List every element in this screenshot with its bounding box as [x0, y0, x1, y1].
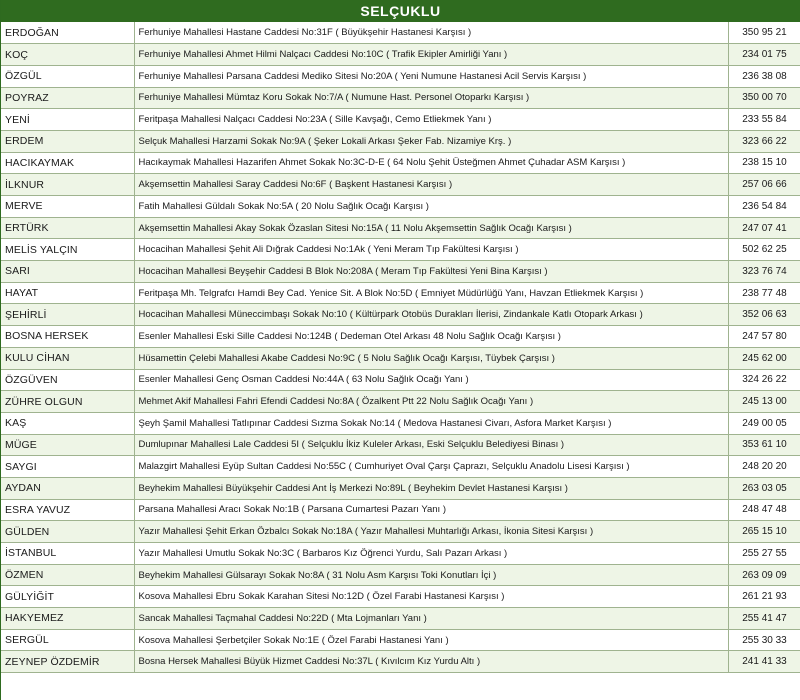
phone-cell: 233 55 84: [728, 109, 800, 131]
table-row: [1, 499, 800, 521]
pharmacy-name-cell: MELİS YALÇIN: [1, 239, 134, 261]
address-cell: Ferhuniye Mahallesi Parsana Caddesi Mediko Sitesi No:20A ( Yeni Numune Hastanesi Acil Servis Karşısı ): [134, 65, 728, 87]
phone-cell: 236 38 08: [728, 65, 800, 87]
pharmacy-name-cell: ÖZGÜL: [1, 65, 134, 87]
table-row: [1, 304, 800, 326]
pharmacy-name-cell: ZÜHRE OLGUN: [1, 391, 134, 413]
table-row: [1, 326, 800, 348]
table-row: [1, 391, 800, 413]
pharmacy-name-cell: SAYGI: [1, 456, 134, 478]
pharmacy-name-cell: SARI: [1, 261, 134, 283]
table-row: [1, 196, 800, 218]
phone-cell: 350 00 70: [728, 87, 800, 109]
table-row: [1, 629, 800, 651]
table-row: [1, 217, 800, 239]
phone-cell: 350 95 21: [728, 22, 800, 44]
address-cell: Beyhekim Mahallesi Gülsarayı Sokak No:8A ( 31 Nolu Asm Karşısı Toki Konutları İçi ): [134, 564, 728, 586]
address-cell: Hocacihan Mahallesi Şehit Ali Dığrak Caddesi No:1Ak ( Yeni Meram Tıp Fakültesi Karşısı ): [134, 239, 728, 261]
phone-cell: 353 61 10: [728, 434, 800, 456]
phone-cell: 249 00 05: [728, 412, 800, 434]
phone-cell: 248 47 48: [728, 499, 800, 521]
address-cell: Selçuk Mahallesi Harzami Sokak No:9A ( Şeker Lokali Arkası Şeker Fab. Nizamiye Krş. ): [134, 130, 728, 152]
address-cell: Bosna Hersek Mahallesi Büyük Hizmet Caddesi No:37L ( Kıvılcım Kız Yurdu Altı ): [134, 651, 728, 673]
address-cell: Beyhekim Mahallesi Büyükşehir Caddesi Ant İş Merkezi No:89L ( Beyhekim Devlet Hastanesi Karşısı ): [134, 477, 728, 499]
address-cell: Ferhuniye Mahallesi Hastane Caddesi No:31F ( Büyükşehir Hastanesi Karşısı ): [134, 22, 728, 44]
address-cell: Kosova Mahallesi Şerbetçiler Sokak No:1E ( Özel Farabi Hastanesi Yanı ): [134, 629, 728, 651]
address-cell: Akşemsettin Mahallesi Akay Sokak Özaslan Sitesi No:15A ( 11 Nolu Akşemsettin Sağlık Ocağı Karşısı ): [134, 217, 728, 239]
table-row: [1, 347, 800, 369]
district-title: SELÇUKLU: [1, 0, 800, 22]
phone-cell: 236 54 84: [728, 196, 800, 218]
pharmacy-name-cell: ZEYNEP ÖZDEMİR: [1, 651, 134, 673]
phone-cell: 248 20 20: [728, 456, 800, 478]
pharmacy-name-cell: ERDEM: [1, 130, 134, 152]
phone-cell: 265 15 10: [728, 521, 800, 543]
address-cell: Kosova Mahallesi Ebru Sokak Karahan Sitesi No:12D ( Özel Farabi Hastanesi Karşısı ): [134, 586, 728, 608]
pharmacy-table: [1, 22, 800, 673]
table-row: [1, 477, 800, 499]
pharmacy-name-cell: ESRA YAVUZ: [1, 499, 134, 521]
phone-cell: 324 26 22: [728, 369, 800, 391]
address-cell: Mehmet Akif Mahallesi Fahri Efendi Caddesi No:8A ( Özalkent Ptt 22 Nolu Sağlık Ocağı Yanı ): [134, 391, 728, 413]
phone-cell: 263 09 09: [728, 564, 800, 586]
phone-cell: 255 41 47: [728, 608, 800, 630]
table-row: [1, 651, 800, 673]
table-row: [1, 22, 800, 44]
pharmacy-name-cell: SERGÜL: [1, 629, 134, 651]
table-row: [1, 261, 800, 283]
address-cell: Akşemsettin Mahallesi Saray Caddesi No:6F ( Başkent Hastanesi Karşısı ): [134, 174, 728, 196]
address-cell: Hocacihan Mahallesi Beyşehir Caddesi B Blok No:208A ( Meram Tıp Fakültesi Yeni Bina Karşısı ): [134, 261, 728, 283]
address-cell: Yazır Mahallesi Umutlu Sokak No:3C ( Barbaros Kız Öğrenci Yurdu, Salı Pazarı Arkası ): [134, 543, 728, 565]
pharmacy-name-cell: MERVE: [1, 196, 134, 218]
pharmacy-name-cell: AYDAN: [1, 477, 134, 499]
table-row: [1, 543, 800, 565]
pharmacy-name-cell: KULU CİHAN: [1, 347, 134, 369]
phone-cell: 257 06 66: [728, 174, 800, 196]
address-cell: Ferhuniye Mahallesi Ahmet Hilmi Nalçacı Caddesi No:10C ( Trafik Ekipler Amirliği Yanı ): [134, 44, 728, 66]
table-row: [1, 369, 800, 391]
address-cell: Sancak Mahallesi Taçmahal Caddesi No:22D ( Mta Lojmanları Yanı ): [134, 608, 728, 630]
table-row: [1, 282, 800, 304]
address-cell: Hüsamettin Çelebi Mahallesi Akabe Caddesi No:9C ( 5 Nolu Sağlık Ocağı Karşısı, Tüybek Çarşısı ): [134, 347, 728, 369]
phone-cell: 502 62 25: [728, 239, 800, 261]
table-row: [1, 608, 800, 630]
address-cell: Malazgirt Mahallesi Eyüp Sultan Caddesi No:55C ( Cumhuriyet Oval Çarşı Çaprazı, Selçuklu Anadolu Lisesi Karşısı ): [134, 456, 728, 478]
address-cell: Fatih Mahallesi Güldalı Sokak No:5A ( 20 Nolu Sağlık Ocağı Karşısı ): [134, 196, 728, 218]
address-cell: Yazır Mahallesi Şehit Erkan Özbalcı Sokak No:18A ( Yazır Mahallesi Muhtarlığı Arkası, İkonia Sitesi Karşısı ): [134, 521, 728, 543]
address-cell: Esenler Mahallesi Genç Osman Caddesi No:44A ( 63 Nolu Sağlık Ocağı Yanı ): [134, 369, 728, 391]
pharmacy-name-cell: YENİ: [1, 109, 134, 131]
table-row: [1, 456, 800, 478]
address-cell: Feritpaşa Mh. Telgrafcı Hamdi Bey Cad. Yenice Sit. A Blok No:5D ( Emniyet Müdürlüğü Yanı, Havzan Etliekmek Karşısı ): [134, 282, 728, 304]
phone-cell: 261 21 93: [728, 586, 800, 608]
pharmacy-name-cell: ERTÜRK: [1, 217, 134, 239]
table-row: [1, 434, 800, 456]
phone-cell: 352 06 63: [728, 304, 800, 326]
pharmacy-name-cell: ŞEHİRLİ: [1, 304, 134, 326]
phone-cell: 247 57 80: [728, 326, 800, 348]
address-cell: Şeyh Şamil Mahallesi Tatlıpınar Caddesi Sızma Sokak No:14 ( Medova Hastanesi Civarı, Asfora Market Karşısı ): [134, 412, 728, 434]
phone-cell: 263 03 05: [728, 477, 800, 499]
address-cell: Parsana Mahallesi Aracı Sokak No:1B ( Parsana Cumartesi Pazarı Yanı ): [134, 499, 728, 521]
pharmacy-rows: [1, 22, 800, 673]
phone-cell: 255 30 33: [728, 629, 800, 651]
address-cell: Esenler Mahallesi Eski Sille Caddesi No:124B ( Dedeman Otel Arkası 48 Nolu Sağlık Ocağı Karşısı ): [134, 326, 728, 348]
phone-cell: 238 15 10: [728, 152, 800, 174]
phone-cell: 247 07 41: [728, 217, 800, 239]
pharmacy-name-cell: ÖZMEN: [1, 564, 134, 586]
table-row: [1, 65, 800, 87]
pharmacy-name-cell: GÜLDEN: [1, 521, 134, 543]
pharmacy-name-cell: HAKYEMEZ: [1, 608, 134, 630]
phone-cell: 238 77 48: [728, 282, 800, 304]
pharmacy-name-cell: ÖZGÜVEN: [1, 369, 134, 391]
pharmacy-name-cell: POYRAZ: [1, 87, 134, 109]
address-cell: Hocacihan Mahallesi Müneccimbaşı Sokak No:10 ( Kültürpark Otobüs Durakları İlerisi, Zindankale Katlı Otopark Arkası ): [134, 304, 728, 326]
pharmacy-name-cell: HACIKAYMAK: [1, 152, 134, 174]
table-row: [1, 152, 800, 174]
phone-cell: 241 41 33: [728, 651, 800, 673]
table-row: [1, 130, 800, 152]
table-row: [1, 586, 800, 608]
table-row: [1, 109, 800, 131]
table-row: [1, 174, 800, 196]
phone-cell: 245 13 00: [728, 391, 800, 413]
pharmacy-name-cell: İSTANBUL: [1, 543, 134, 565]
phone-cell: 323 66 22: [728, 130, 800, 152]
table-row: [1, 239, 800, 261]
pharmacy-name-cell: ERDOĞAN: [1, 22, 134, 44]
pharmacy-name-cell: HAYAT: [1, 282, 134, 304]
table-row: [1, 412, 800, 434]
address-cell: Ferhuniye Mahallesi Mümtaz Koru Sokak No:7/A ( Numune Hast. Personel Otoparkı Karşısı ): [134, 87, 728, 109]
pharmacy-name-cell: KAŞ: [1, 412, 134, 434]
phone-cell: 255 27 55: [728, 543, 800, 565]
phone-cell: 323 76 74: [728, 261, 800, 283]
table-row: [1, 87, 800, 109]
pharmacy-name-cell: BOSNA HERSEK: [1, 326, 134, 348]
table-row: [1, 564, 800, 586]
phone-cell: 234 01 75: [728, 44, 800, 66]
pharmacy-name-cell: KOÇ: [1, 44, 134, 66]
table-row: [1, 521, 800, 543]
address-cell: Feritpaşa Mahallesi Nalçacı Caddesi No:23A ( Sille Kavşağı, Cemo Etliekmek Yanı ): [134, 109, 728, 131]
pharmacy-name-cell: İLKNUR: [1, 174, 134, 196]
table-row: [1, 44, 800, 66]
pharmacy-name-cell: GÜLYİĞİT: [1, 586, 134, 608]
pharmacy-name-cell: MÜGE: [1, 434, 134, 456]
address-cell: Hacıkaymak Mahallesi Hazarifen Ahmet Sokak No:3C-D-E ( 64 Nolu Şehit Üsteğmen Ahmet Çuhadar ASM Karşısı ): [134, 152, 728, 174]
address-cell: Dumlupınar Mahallesi Lale Caddesi 5I ( Selçuklu İkiz Kuleler Arkası, Eski Selçuklu Belediyesi Binası ): [134, 434, 728, 456]
phone-cell: 245 62 00: [728, 347, 800, 369]
